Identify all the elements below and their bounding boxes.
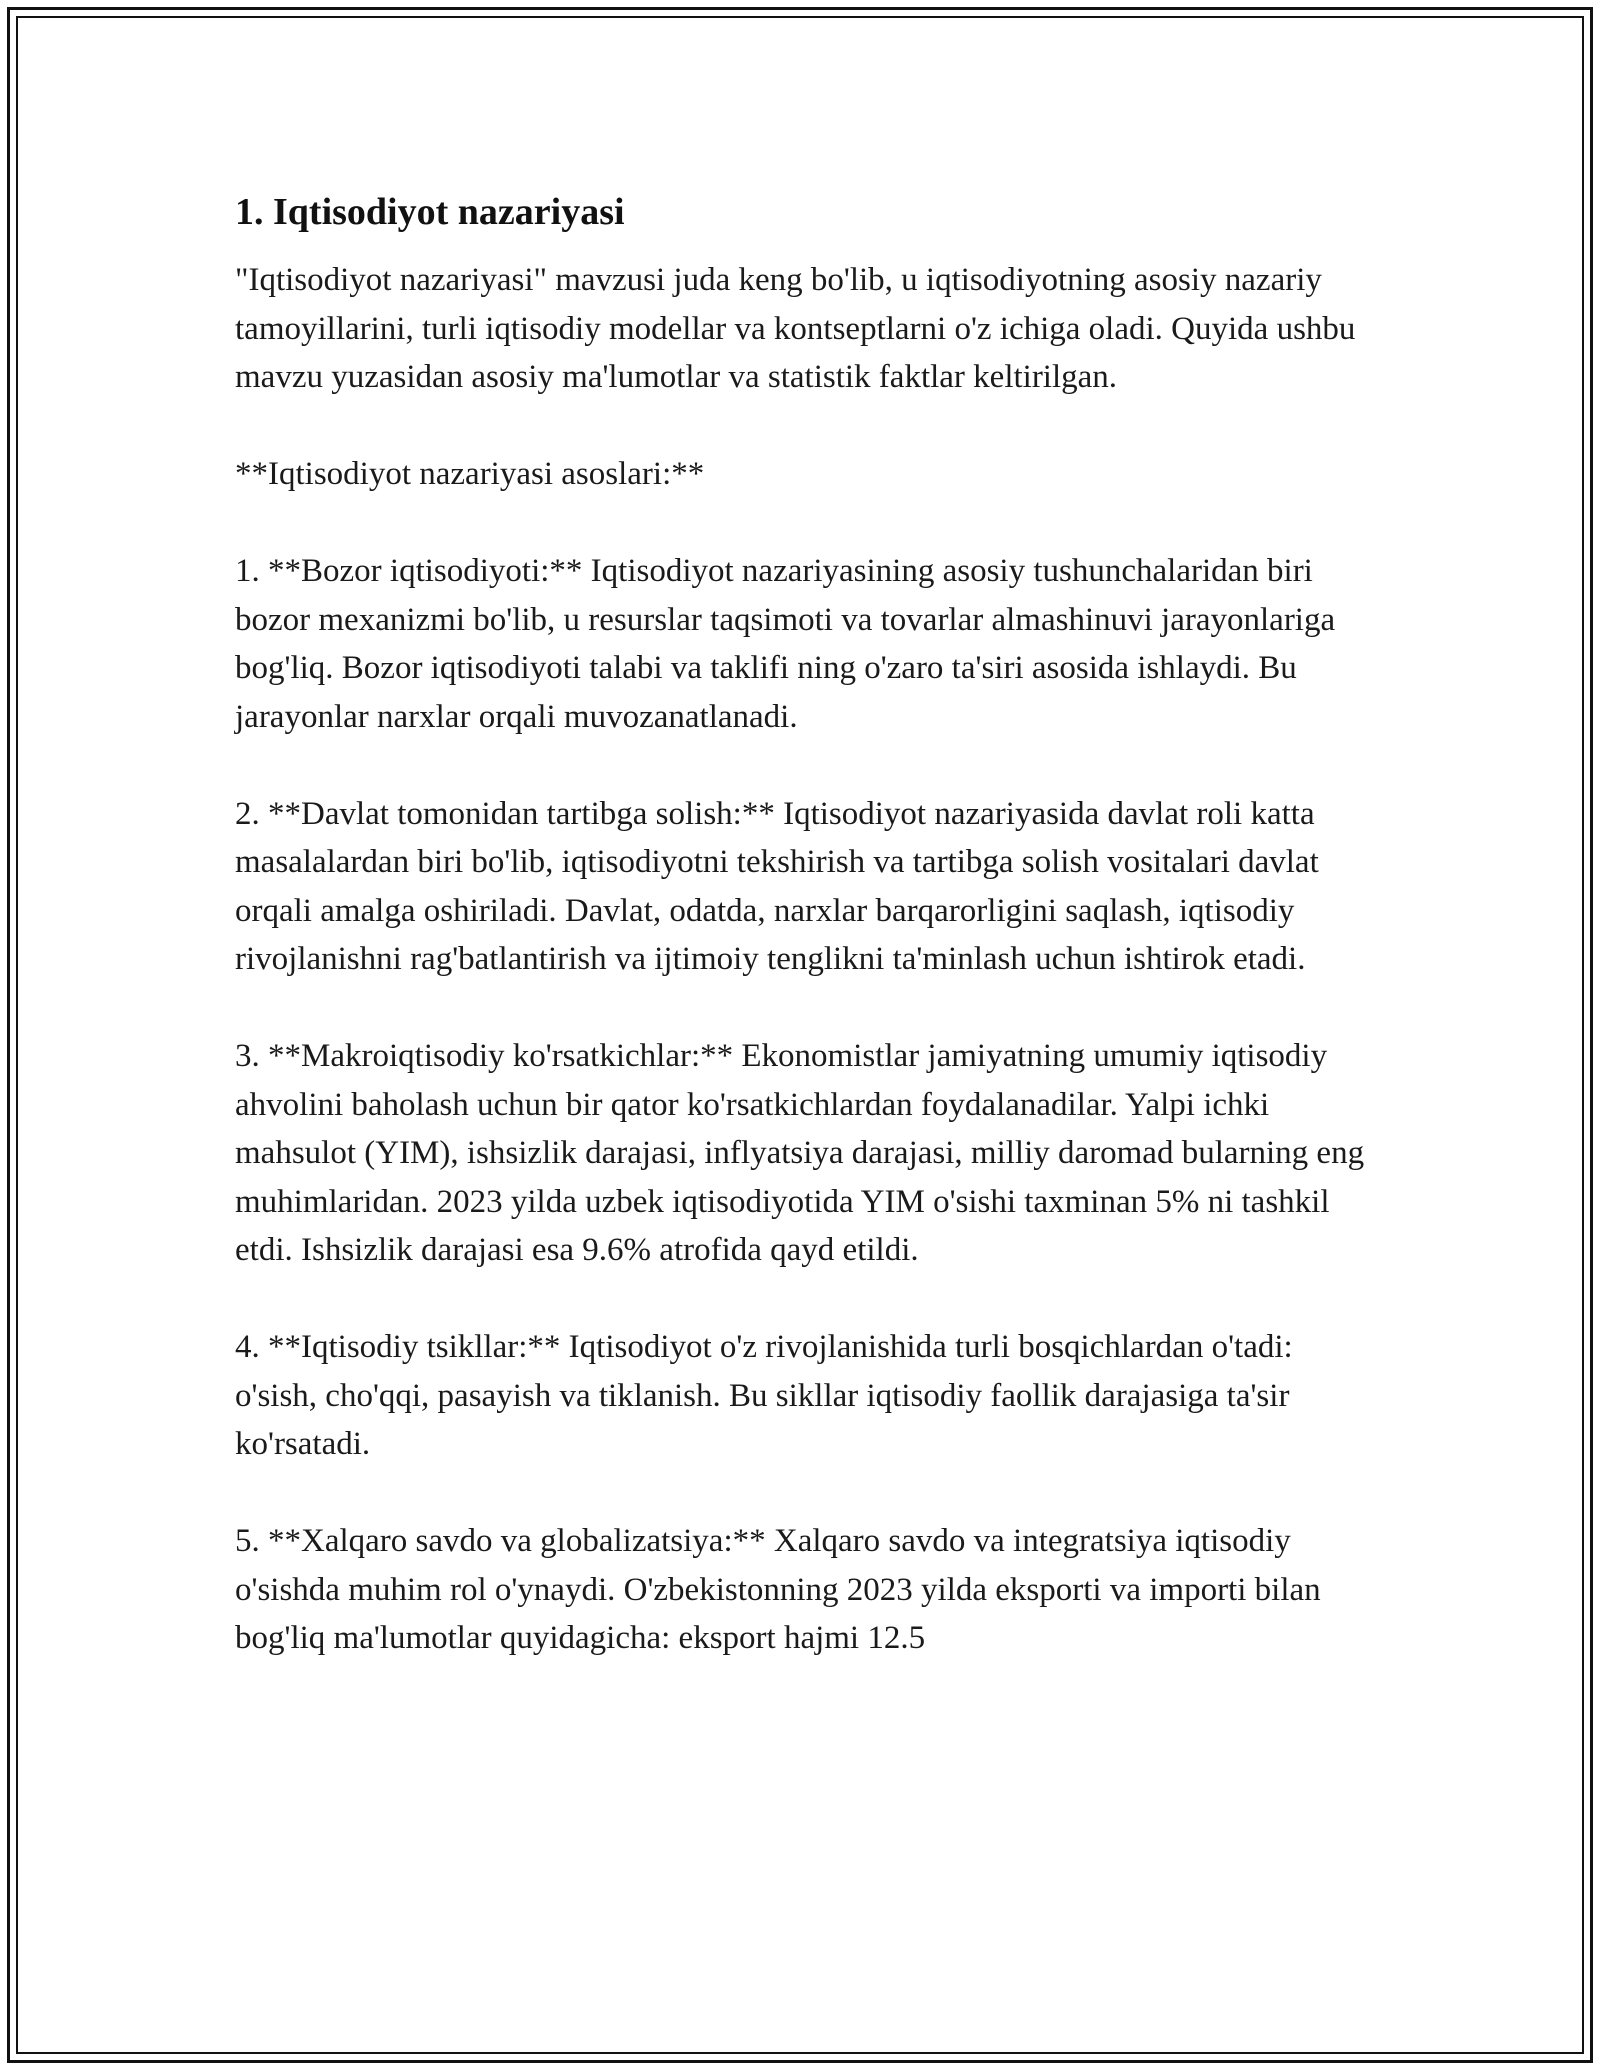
list-item-makroiqtisodiy-korsatkichlar: 3. **Makroiqtisodiy ko'rsatkichlar:** Ekonomistlar jamiyatning umumiy iqtisodiy ahvolini baholash uchun bir qator ko'rsatkichlardan foydalanadilar. Yalpi ichki mahsulot (YIM), ishsizlik darajasi, inflyatsiya darajasi, milliy daromad bularning eng muhimlaridan. 2023 yilda uzbek iqtisodiyotida YIM o'sishi taxminan 5% ni tashkil etdi. Ishsizlik darajasi esa 9.6% atrofida qayd etildi. [235, 1038, 1365, 1268]
intro-paragraph: "Iqtisodiyot nazariyasi" mavzusi juda keng bo'lib, u iqtisodiyotning asosiy nazariy tamoyillarini, turli iqtisodiy modellar va kontseptlarni o'z ichiga oladi. Quyida ushbu mavzu yuzasidan asosiy ma'lumotlar va statistik faktlar keltirilgan. [235, 262, 1356, 395]
list-item-iqtisodiy-tsikllar: 4. **Iqtisodiy tsikllar:** Iqtisodiyot o'z rivojlanishida turli bosqichlardan o'tadi: o'sish, cho'qqi, pasayish va tiklanish. Bu sikllar iqtisodiy faollik darajasiga ta'sir ko'rsatadi. [235, 1329, 1293, 1462]
document-body [235, 188, 1375, 1711]
page-title: 1. Iqtisodiyot nazariyasi [235, 191, 625, 233]
section-heading: **Iqtisodiyot nazariyasi asoslari:** [235, 456, 705, 492]
list-item-davlat-tartibga-solish: 2. **Davlat tomonidan tartibga solish:** Iqtisodiyot nazariyasida davlat roli katta masalalardan biri bo'lib, iqtisodiyotni tekshirish va tartibga solish vositalari davlat orqali amalga oshiriladi. Davlat, odatda, narxlar barqarorligini saqlash, iqtisodiy rivojlanishni rag'batlantirish va ijtimoiy tenglikni ta'minlash uchun ishtirok etadi. [235, 795, 1319, 977]
list-item-xalqaro-savdo: 5. **Xalqaro savdo va globalizatsiya:** Xalqaro savdo va integratsiya iqtisodiy o'sishda muhim rol o'ynaydi. O'zbekistonning 2023 yilda eksporti va importi bilan bog'liq ma'lumotlar quyidagicha: eksport hajmi 12.5 [235, 1523, 1321, 1656]
list-item-bozor-iqtisodiyoti: 1. **Bozor iqtisodiyoti:** Iqtisodiyot nazariyasining asosiy tushunchalaridan biri bozor mexanizmi bo'lib, u resurslar taqsimoti va tovarlar almashinuvi jarayonlariga bog'liq. Bozor iqtisodiyoti talabi va taklifi ning o'zaro ta'siri asosida ishlaydi. Bu jarayonlar narxlar orqali muvozanatlanadi. [235, 553, 1336, 735]
